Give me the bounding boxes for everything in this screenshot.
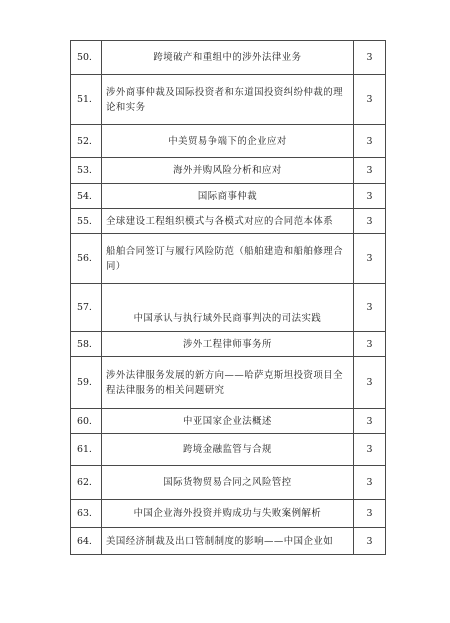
table-row bbox=[71, 466, 386, 500]
credit-value: 3 bbox=[354, 528, 386, 555]
credit-value: 3 bbox=[354, 75, 386, 125]
table-row bbox=[71, 284, 386, 332]
credit-value: 3 bbox=[354, 184, 386, 209]
course-title: 美国经济制裁及出口管制制度的影响——中国企业如 bbox=[102, 528, 354, 555]
course-title: 涉外法律服务发展的新方向——哈萨克斯坦投资项目全程法律服务的相关问题研究 bbox=[102, 357, 354, 409]
row-number: 63. bbox=[71, 500, 102, 528]
table-row bbox=[71, 409, 386, 434]
table-row bbox=[71, 209, 386, 234]
credit-value: 3 bbox=[354, 209, 386, 234]
credit-value: 3 bbox=[354, 434, 386, 466]
row-number: 50. bbox=[71, 41, 102, 75]
credit-value: 3 bbox=[354, 234, 386, 284]
course-title: 中国承认与执行域外民商事判决的司法实践 bbox=[102, 284, 354, 332]
row-number: 51. bbox=[71, 75, 102, 125]
row-number: 58. bbox=[71, 332, 102, 357]
credit-value: 3 bbox=[354, 284, 386, 332]
table-row bbox=[71, 332, 386, 357]
row-number: 53. bbox=[71, 158, 102, 184]
credit-value: 3 bbox=[354, 125, 386, 158]
course-title: 中国企业海外投资并购成功与失败案例解析 bbox=[102, 500, 354, 528]
row-number: 60. bbox=[71, 409, 102, 434]
credit-value: 3 bbox=[354, 357, 386, 409]
course-title: 跨境金融监管与合规 bbox=[102, 434, 354, 466]
course-title: 国际商事仲裁 bbox=[102, 184, 354, 209]
course-title: 中亚国家企业法概述 bbox=[102, 409, 354, 434]
course-title: 国际货物贸易合同之风险管控 bbox=[102, 466, 354, 500]
course-table bbox=[70, 40, 386, 555]
table-row bbox=[71, 184, 386, 209]
table-row bbox=[71, 528, 386, 555]
course-title: 全球建设工程组织模式与各模式对应的合同范本体系 bbox=[102, 209, 354, 234]
credit-value: 3 bbox=[354, 41, 386, 75]
credit-value: 3 bbox=[354, 332, 386, 357]
course-title: 涉外商事仲裁及国际投资者和东道国投资纠纷仲裁的理论和实务 bbox=[102, 75, 354, 125]
row-number: 64. bbox=[71, 528, 102, 555]
course-title: 船舶合同签订与履行风险防范（船舶建造和船舶修理合同） bbox=[102, 234, 354, 284]
credit-value: 3 bbox=[354, 409, 386, 434]
table-row bbox=[71, 158, 386, 184]
credit-value: 3 bbox=[354, 500, 386, 528]
credit-value: 3 bbox=[354, 466, 386, 500]
row-number: 61. bbox=[71, 434, 102, 466]
course-title: 涉外工程律师事务所 bbox=[102, 332, 354, 357]
row-number: 62. bbox=[71, 466, 102, 500]
credit-value: 3 bbox=[354, 158, 386, 184]
row-number: 56. bbox=[71, 234, 102, 284]
row-number: 57. bbox=[71, 284, 102, 332]
row-number: 55. bbox=[71, 209, 102, 234]
course-title: 中美贸易争端下的企业应对 bbox=[102, 125, 354, 158]
table-row bbox=[71, 434, 386, 466]
table-row bbox=[71, 75, 386, 125]
row-number: 54. bbox=[71, 184, 102, 209]
table-row bbox=[71, 234, 386, 284]
table-row bbox=[71, 125, 386, 158]
table-row bbox=[71, 357, 386, 409]
course-title: 跨境破产和重组中的涉外法律业务 bbox=[102, 41, 354, 75]
row-number: 59. bbox=[71, 357, 102, 409]
course-title: 海外并购风险分析和应对 bbox=[102, 158, 354, 184]
row-number: 52. bbox=[71, 125, 102, 158]
table-row bbox=[71, 41, 386, 75]
table-row bbox=[71, 500, 386, 528]
